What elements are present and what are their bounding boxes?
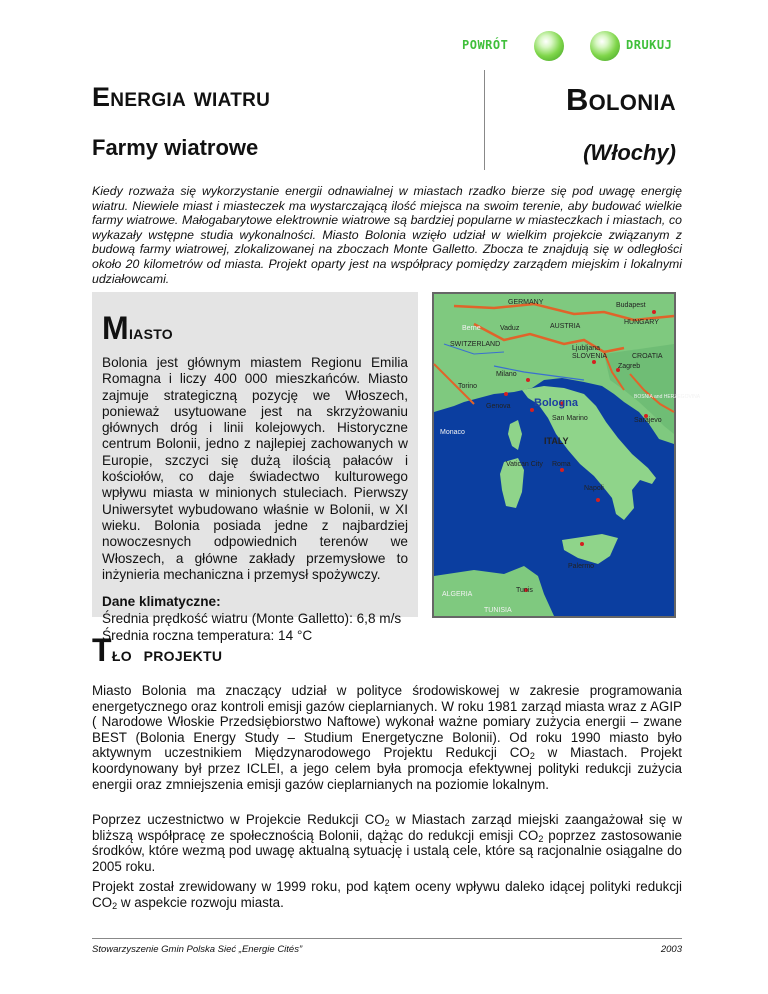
map-label-palermo: Palermo: [568, 563, 595, 570]
project-heading-rest: ło projektu: [111, 644, 223, 666]
co2-subscript: 2: [112, 900, 118, 911]
co2-subscript: 2: [529, 751, 535, 762]
map-image: [434, 294, 701, 616]
top-nav: [460, 28, 700, 64]
map-label-genova: Genova: [486, 403, 511, 410]
climate-heading: Dane klimatyczne:: [102, 594, 221, 610]
map-label-italy: ITALY: [544, 436, 569, 446]
city-heading-rest: iasto: [128, 322, 173, 344]
map-label-roma: Roma: [552, 461, 571, 468]
back-button-icon[interactable]: [534, 31, 564, 61]
project-paragraph-2: [92, 812, 682, 874]
map-label-napoli: Napoli: [584, 485, 604, 492]
map-label-croatia: CROATIA: [632, 353, 663, 360]
city-heading-cap: M: [102, 310, 129, 346]
map-label-monaco: Monaco: [440, 429, 465, 436]
co2-subscript: 2: [538, 833, 544, 844]
print-link[interactable]: DRUKUJ: [626, 38, 673, 52]
map-label-berne: Berne: [462, 325, 481, 332]
footer: [92, 944, 682, 955]
p3-part-a: Projekt został zrewidowany w 1999 roku, pod kątem oceny wpływu daleko idącej polityki redukcji CO: [92, 879, 682, 910]
p2-part-b: w Miastach zarząd miejski zaangażował się w bliższą współpracę ze społecznością Bolonii, dążąc do redukcji emisji CO: [92, 812, 682, 843]
intro-paragraph: Kiedy rozważa się wykorzystanie energii odnawialnej w miastach rzadko bierze się pod uwagę energię wiatru. Niewiele miast i miasteczek ma wystarczającą ilość miejsca na swoim terenie, aby budować wielkie farmy wiatrowe. Małogabarytowe elektrownie wiatrowe są bardziej popularne w miasteczkach i miastach, co wykazały wstępne studia wykonalności. Miasto Bolonia wzięło udział w wielkim projekcie związanym z budową farmy wiatrowej, zlokalizowanej na zboczach Monte Galletto. Zbocza te znajdują się w odległości około 20 kilometrów od miasta. Projekt oparty jest na współpracy pomiędzy zarządem miejskim i lokalnymi udziałowcami.: [92, 184, 682, 286]
p3-part-b: w aspekcie rozwoju miasta.: [117, 894, 284, 910]
city-title: Bolonia: [565, 82, 676, 117]
title-right: [566, 82, 676, 166]
title-divider: [484, 70, 485, 170]
map-label-ljubljana: Ljubljana: [572, 345, 601, 352]
map-label-bologna: Bologna: [534, 397, 578, 409]
map-label-bosnia: BOSNIA and HERZEGOVINA: [634, 394, 701, 400]
map-label-tunis: Tunis: [516, 587, 533, 594]
map-label-switzerland: SWITZERLAND: [450, 341, 501, 348]
map-label-hungary: HUNGARY: [624, 319, 659, 326]
map-label-torino: Torino: [458, 383, 478, 390]
map-label-algeria: ALGERIA: [442, 591, 473, 598]
annual-temperature: Średnia roczna temperatura: 14 °C: [102, 628, 313, 644]
wind-speed: Średnia prędkość wiatru (Monte Galletto): 6,8 m/s: [102, 611, 402, 627]
project-background-heading: [92, 632, 222, 669]
print-button-icon[interactable]: [590, 31, 620, 61]
map-label-tunisia: TUNISIA: [484, 607, 512, 614]
map-label-zagreb: Zagreb: [618, 363, 641, 370]
p2-part-a: Poprzez uczestnictwo w Projekcie Redukcji CO: [92, 812, 385, 827]
map-label-vatican: Vatican City: [506, 461, 543, 468]
p1-part-a: Miasto Bolonia ma znaczący udział w polityce środowiskowej w zakresie programowania energetycznego oraz kontroli emisji gazów cieplarnianych. W roku 1981 zarząd miasta wraz z AGIP ( Narodowe Włoskie Przedsiębiorstwo Naftowe) wykonał ważne pomiary zużycia energii – zwane BEST (Bolonia Energy Study – Studium Energetyczne Bolonii). Od roku 1990 miasto było aktywnym uczestnikiem Międzynarodowego Projektu Redukcji CO: [92, 683, 682, 761]
back-link[interactable]: POWRÓT: [462, 38, 509, 52]
project-paragraph-1: [92, 683, 682, 792]
footer-organization: Stowarzyszenie Gmin Polska Sieć „Energie Cités”: [92, 944, 303, 955]
footer-year: 2003: [660, 944, 682, 955]
map-label-sarajevo: Sarajevo: [634, 417, 662, 424]
footer-divider: [92, 938, 682, 939]
p1-part-b: w Miastach. Projekt koordynowany był przez ICLEI, a jego celem była promocja efektywnej polityki redukcji zużycia energii oraz zmniejszenia emisji gazów cieplarnianych na poziomie lokalnym.: [92, 745, 682, 792]
italy-map: [432, 292, 701, 618]
country-subtitle: (Włochy): [583, 140, 676, 165]
p2-part-c: poprzez zastosowanie środków, które wezmą pod uwagę aktualną sytuację i ustalą cele, które są racjonalnie osiągalne do 2005 roku.: [92, 827, 682, 874]
map-label-budapest: Budapest: [616, 302, 646, 309]
title-left: [92, 82, 270, 161]
co2-subscript: 2: [384, 818, 390, 828]
project-paragraph-3: [92, 879, 682, 910]
page-title: Energia wiatru: [92, 82, 271, 112]
city-info-box: [92, 292, 418, 644]
page-subtitle: Farmy wiatrowe: [92, 135, 259, 160]
map-label-san-marino: San Marino: [552, 415, 588, 422]
map-label-vaduz: Vaduz: [500, 325, 520, 332]
city-description: Bolonia jest głównym miastem Regionu Emilia Romagna i liczy 400 000 mieszkańców. Miasto zajmuje strategiczną pozycję we Włoszech, ponieważ usytuowane jest na skrzyżowaniu głównych dróg i linii kolejowych. Historyczne centrum Bolonii, jedno z najlepiej zachowanych w Europie, szczyci się dużą ilością pałaców i kościołów, co daje świadectwo kulturowego wpływu miasta w minionych stuleciach. Pierwszy Uniwersytet wybudowano właśnie w Bolonii, w XI wieku. Bolonia posiada jedne z najbardziej nowoczesnych odpowiednich terenów we Włoszech, a główne zakłady przemysłowe to inżynieria mechaniczna i przemysł spożywczy.: [102, 355, 408, 582]
map-label-germany: GERMANY: [508, 299, 544, 306]
map-label-slovenia: SLOVENIA: [572, 353, 608, 360]
project-heading-cap: T: [92, 632, 112, 668]
map-label-austria: AUSTRIA: [550, 323, 581, 330]
map-label-milano: Milano: [496, 371, 517, 378]
city-heading: [102, 310, 408, 347]
